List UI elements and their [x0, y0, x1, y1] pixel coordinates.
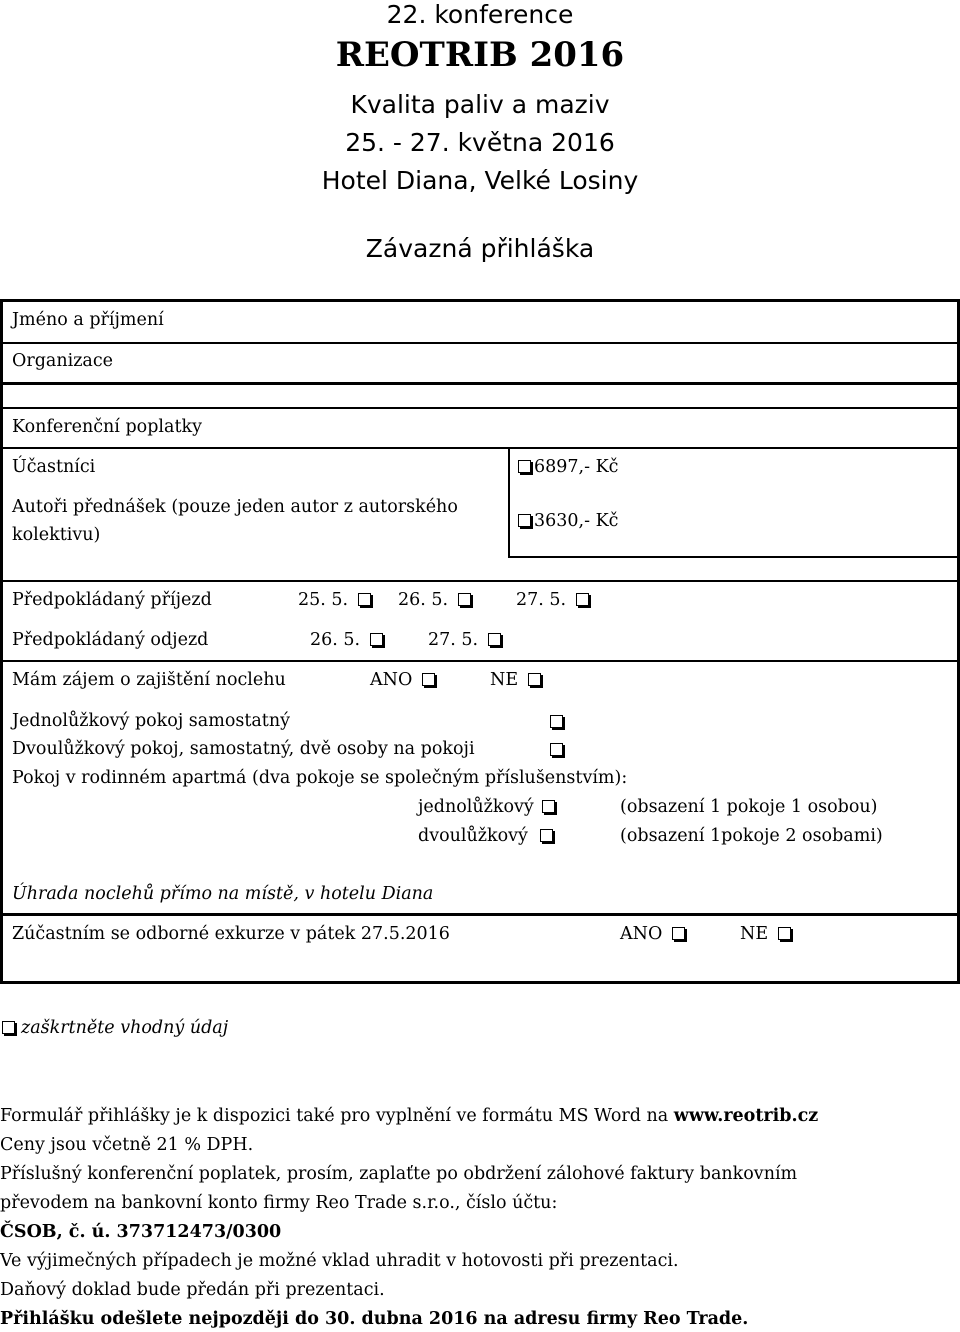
excursion-yes-option: [620, 924, 688, 944]
conference-number: 22. konference: [386, 0, 574, 29]
name-field[interactable]: [250, 304, 950, 340]
arrival-label: Předpokládaný příjezd: [12, 590, 212, 610]
authors-label-line1: Autoři přednášek (pouze jeden autor z autorského: [12, 497, 458, 517]
departure-date-label: 27. 5.: [428, 630, 479, 650]
arrival-date-label: 25. 5.: [298, 590, 349, 610]
bank-account: ČSOB, č. ú. 373712473/0300: [0, 1222, 282, 1242]
departure-label: Předpokládaný odjezd: [12, 630, 209, 650]
footer-vat-note: Ceny jsou včetně 21 % DPH.: [0, 1135, 254, 1155]
footer-cash-note: Ve výjimečných případech je možné vklad uhradit v hotovosti při prezentaci.: [0, 1251, 679, 1271]
apt-single-option: [418, 797, 558, 817]
departure-checkbox-27[interactable]: [488, 633, 501, 646]
yes-label: ANO: [620, 924, 663, 944]
arrival-option: [398, 590, 474, 610]
apt-single-note: (obsazení 1 pokoje 1 osobou): [620, 797, 878, 817]
website-link[interactable]: www.reotrib.cz: [673, 1106, 819, 1126]
apt-double-label: dvoulůžkový: [418, 826, 528, 846]
divider: [0, 580, 960, 582]
arrival-option: [298, 590, 374, 610]
excursion-yes-checkbox[interactable]: [672, 927, 685, 940]
arrival-checkbox-27[interactable]: [576, 593, 589, 606]
excursion-label: Zúčastním se odborné exkurze v pátek 27.5.2016: [12, 924, 450, 944]
divider: [0, 660, 960, 662]
column-divider: [508, 447, 510, 557]
divider: [508, 556, 960, 558]
authors-label-line2: kolektivu): [12, 525, 101, 545]
apt-double-option: [418, 826, 556, 846]
footer-payment-line-1: Příslušný konferenční poplatek, prosím, zaplaťte po obdržení zálohové faktury bankovním: [0, 1164, 798, 1184]
lodging-yes-checkbox[interactable]: [422, 673, 435, 686]
divider: [0, 913, 960, 916]
participants-fee-option: [518, 457, 618, 477]
authors-fee-option: [518, 511, 618, 531]
lodging-no-option: [490, 670, 544, 690]
footer-line-1: [0, 1106, 818, 1126]
authors-fee-checkbox[interactable]: [518, 514, 531, 527]
divider: [0, 447, 960, 449]
lodging-label: Mám zájem o zajištění noclehu: [12, 670, 286, 690]
participants-fee-checkbox[interactable]: [518, 460, 531, 473]
double-room-label: Dvoulůžkový pokoj, samostatný, dvě osoby na pokoji: [12, 739, 475, 759]
apt-double-checkbox[interactable]: [540, 829, 553, 842]
arrival-option: [516, 590, 592, 610]
single-room-checkbox[interactable]: [550, 715, 563, 728]
footer-tax-note: Daňový doklad bude předán při prezentaci.: [0, 1280, 385, 1300]
organization-label: Organizace: [12, 351, 114, 371]
authors-price: 3630,- Kč: [534, 511, 619, 531]
lodging-yes-option: [370, 670, 438, 690]
no-label: NE: [490, 670, 519, 690]
footer-word-form-text: Formulář přihlášky je k dispozici také pro vyplnění ve formátu MS Word na: [0, 1106, 674, 1126]
divider: [0, 407, 960, 409]
apt-single-checkbox[interactable]: [542, 800, 555, 813]
payment-note: Úhrada noclehů přímo na místě, v hotelu Diana: [12, 884, 434, 904]
departure-option: [428, 630, 504, 650]
conference-name: REOTRIB 2016: [335, 35, 625, 75]
legend-text: zaškrtněte vhodný údaj: [21, 1018, 229, 1038]
arrival-checkbox-25[interactable]: [358, 593, 371, 606]
apt-single-label: jednolůžkový: [418, 797, 534, 817]
departure-option: [310, 630, 386, 650]
arrival-date-label: 26. 5.: [398, 590, 449, 610]
fees-title: Konferenční poplatky: [12, 417, 202, 437]
departure-checkbox-26[interactable]: [370, 633, 383, 646]
footer-deadline: Přihlášku odešlete nejpozději do 30. dubna 2016 na adresu firmy Reo Trade.: [0, 1309, 749, 1329]
excursion-no-option: [740, 924, 794, 944]
organization-field[interactable]: [250, 346, 950, 380]
checkbox-legend: [0, 1018, 228, 1038]
arrival-date-label: 27. 5.: [516, 590, 567, 610]
participants-price: 6897,- Kč: [534, 457, 619, 477]
lodging-no-checkbox[interactable]: [528, 673, 541, 686]
footer-payment-line-2: převodem na bankovní konto firmy Reo Trade s.r.o., číslo účtu:: [0, 1193, 558, 1213]
checkbox-icon: [2, 1021, 15, 1034]
apt-double-note: (obsazení 1pokoje 2 osobami): [620, 826, 883, 846]
conference-venue: Hotel Diana, Velké Losiny: [321, 166, 639, 195]
divider: [0, 382, 960, 385]
apartment-label: Pokoj v rodinném apartmá (dva pokoje se společným příslušenstvím):: [12, 768, 628, 788]
arrival-checkbox-26[interactable]: [458, 593, 471, 606]
single-room-label: Jednolůžkový pokoj samostatný: [12, 711, 290, 731]
conference-topic: Kvalita paliv a maziv: [350, 90, 610, 119]
form-title: Závazná přihláška: [365, 234, 595, 263]
excursion-no-checkbox[interactable]: [778, 927, 791, 940]
divider: [0, 342, 960, 344]
yes-label: ANO: [370, 670, 413, 690]
conference-dates: 25. - 27. května 2016: [345, 128, 615, 157]
participants-label: Účastníci: [12, 457, 96, 477]
double-room-checkbox[interactable]: [550, 743, 563, 756]
name-label: Jméno a příjmení: [12, 310, 164, 330]
departure-date-label: 26. 5.: [310, 630, 361, 650]
no-label: NE: [740, 924, 769, 944]
